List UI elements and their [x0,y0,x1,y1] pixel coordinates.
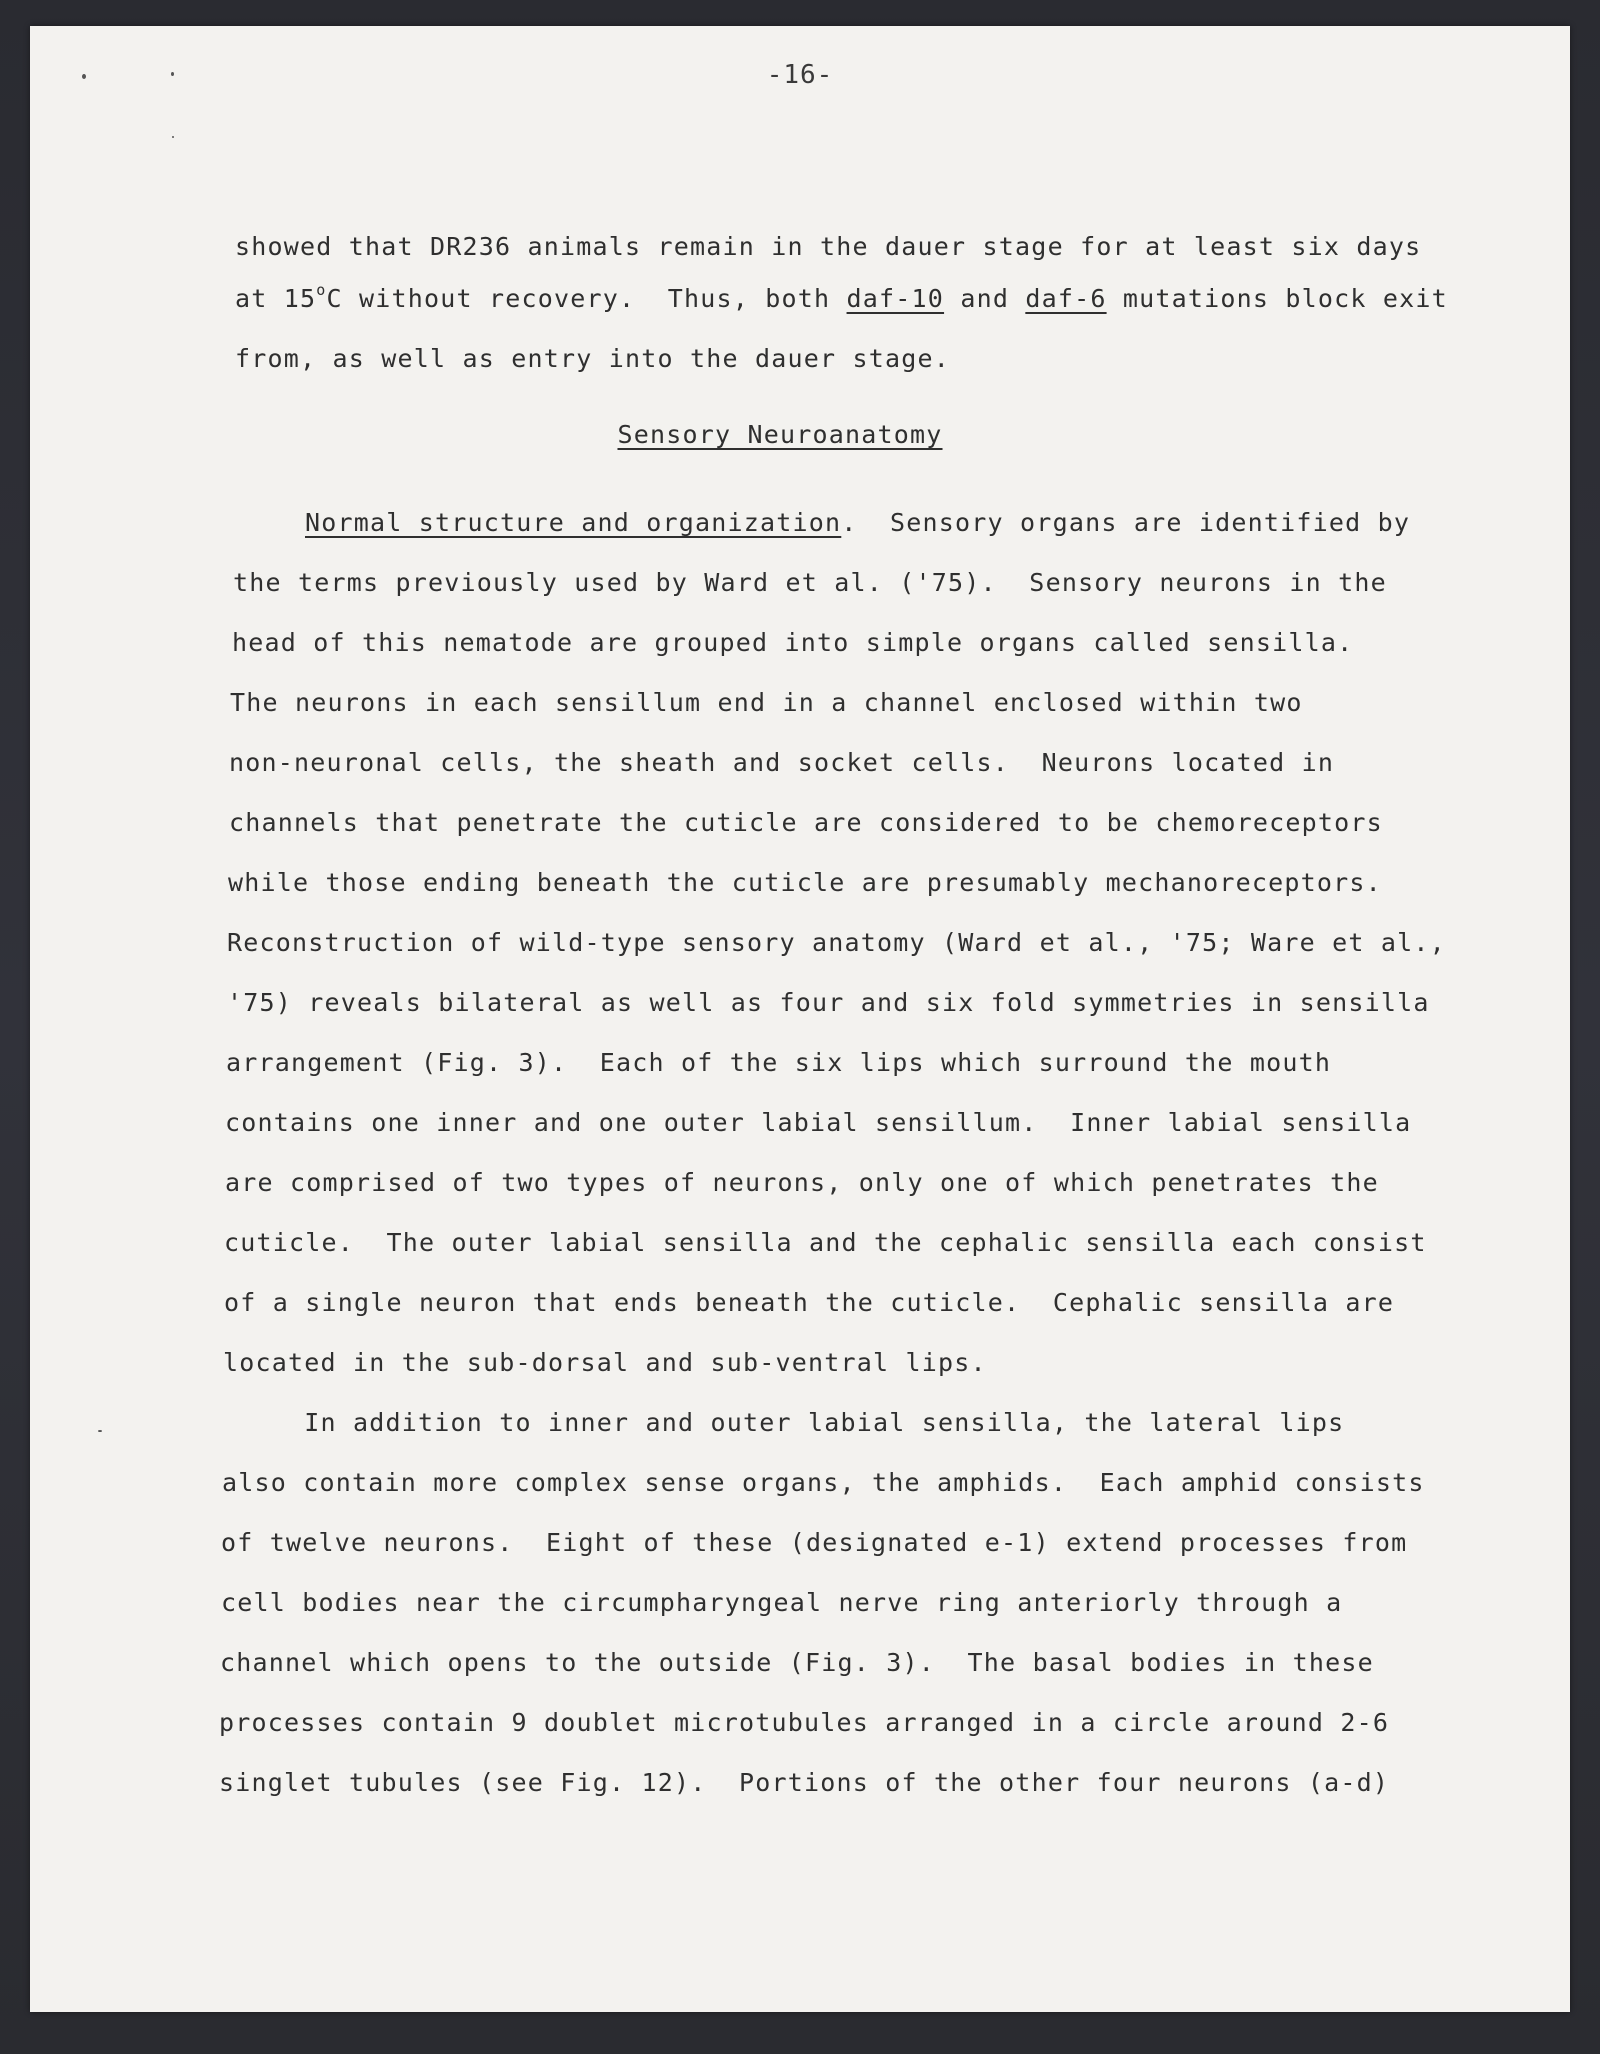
text-line: In addition to inner and outer labial sensilla, the lateral lips [223,1408,1345,1437]
section-heading-text: Sensory Neuroanatomy [617,420,943,449]
scan-speck [98,1430,102,1432]
text-line: channels that penetrate the cuticle are considered to be chemoreceptors [229,808,1383,837]
text-line [235,281,1448,314]
text-line: cell bodies near the circumpharyngeal nerve ring anteriorly through a [221,1588,1343,1617]
text-line: '75) reveals bilateral as well as four and six fold symmetries in sensilla [227,988,1430,1017]
text-line [305,508,1410,538]
text-line: the terms previously used by Ward et al. ('75). Sensory neurons in the [233,568,1387,597]
degree-superscript: o [316,281,327,299]
text-line: showed that DR236 animals remain in the dauer stage for at least six days [235,232,1422,261]
text-line: contains one inner and one outer labial sensillum. Inner labial sensilla [225,1108,1412,1137]
text-line: are comprised of two types of neurons, only one of which penetrates the [225,1168,1379,1197]
text-span: C without recovery. Thus, both [326,284,847,313]
text-line: of a single neuron that ends beneath the cuticle. Cephalic sensilla are [224,1288,1395,1317]
subheading: Normal structure and organization [305,508,842,537]
text-line: head of this nematode are grouped into simple organs called sensilla. [232,628,1354,657]
text-line: channel which opens to the outside (Fig. 3). The basal bodies in these [220,1648,1374,1677]
gene-name-daf-10: daf-10 [846,284,945,313]
text-line: singlet tubules (see Fig. 12). Portions of the other four neurons (a-d) [219,1768,1390,1797]
text-span: and [944,284,1026,313]
text-span: at 15 [235,284,317,313]
text-line: processes contain 9 doublet microtubules arranged in a circle around 2-6 [219,1708,1390,1737]
text-span: . Sensory organs are identified by [841,508,1411,537]
text-line: non-neuronal cells, the sheath and socket cells. Neurons located in [229,748,1335,777]
text-line: while those ending beneath the cuticle are presumably mechanoreceptors. [228,868,1382,897]
text-line: arrangement (Fig. 3). Each of the six lips which surround the mouth [226,1048,1332,1077]
text-line: from, as well as entry into the dauer stage. [235,344,951,373]
text-line: The neurons in each sensillum end in a channel enclosed within two [230,688,1303,717]
page-number: -16- [766,60,834,90]
text-line: of twelve neurons. Eight of these (designated e-1) extend processes from [221,1528,1408,1557]
document-page [30,26,1570,2012]
section-heading [30,420,1530,449]
gene-name-daf-6: daf-6 [1025,284,1107,313]
text-line: cuticle. The outer labial sensilla and the cephalic sensilla each consist [224,1228,1427,1257]
text-line: located in the sub-dorsal and sub-ventral lips. [223,1348,987,1377]
text-span: mutations block exit [1106,284,1448,313]
text-line: Reconstruction of wild-type sensory anatomy (Ward et al., '75; Ware et al., [227,928,1446,957]
scan-speck [172,136,174,138]
text-line: also contain more complex sense organs, the amphids. Each amphid consists [222,1468,1425,1497]
